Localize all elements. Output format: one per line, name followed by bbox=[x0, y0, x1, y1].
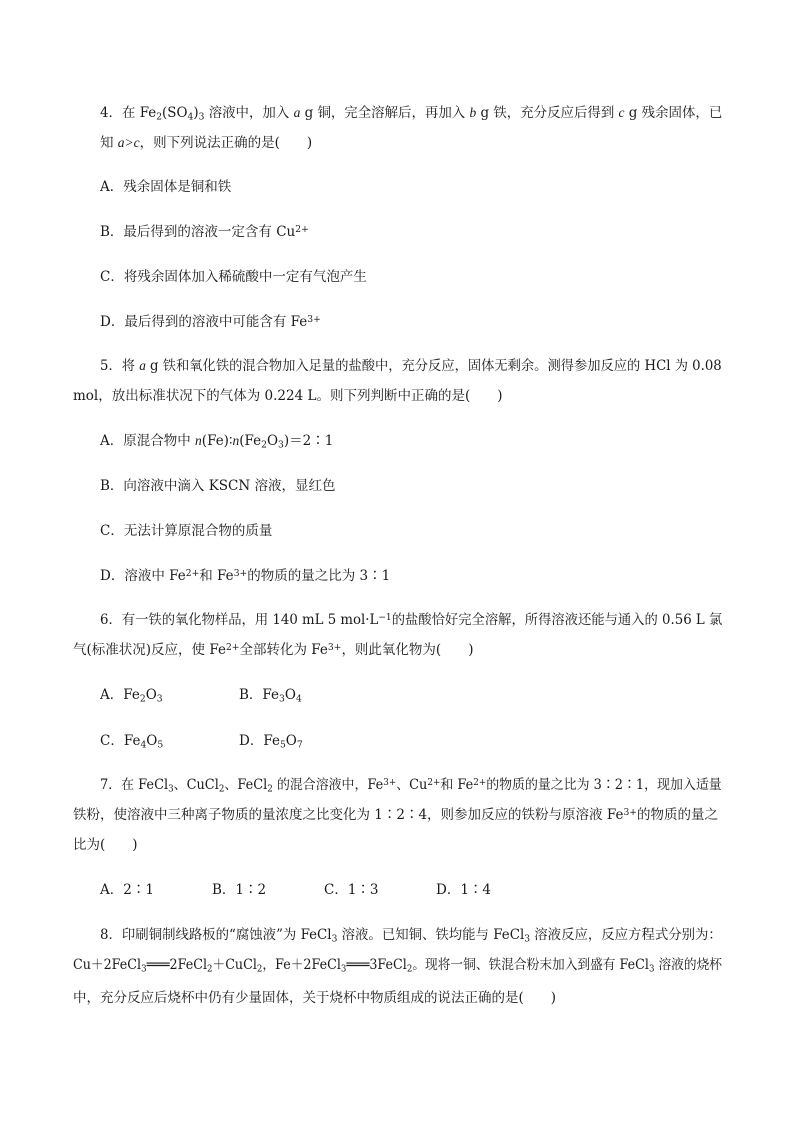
q4-option-d: D．最后得到的溶液中可能含有 $Fe^{3+}$ bbox=[100, 313, 321, 330]
q6-option-a: A．$Fe_2O_3$ bbox=[100, 687, 163, 705]
q7-option-d: D．1∶4 bbox=[436, 882, 492, 898]
q5-number: 5． bbox=[100, 358, 122, 374]
q7-stem-line-1: 7．在 FeCl$_3$、CuCl$_2$、FeCl$_2$ 的混合溶液中，$Fe^{3+}$、$Cu^{2+}$和 $Fe^{2+}$的物质的量之比为 3∶2∶1，现加入适量 bbox=[100, 776, 722, 795]
q4-stem-line-1: 4．在 $Fe_2(SO_4)_3$ 溶液中，加入 a g 铜，完全溶解后，再加入 b g 铁，充分反应后得到 c g 残余固体，已 bbox=[100, 105, 723, 123]
q5-option-b: B．向溶液中滴入 KSCN 溶液，显红色 bbox=[100, 478, 336, 494]
q4-option-c: C．将残余固体加入稀硫酸中一定有气泡产生 bbox=[100, 269, 367, 285]
q8-number: 8． bbox=[100, 927, 122, 943]
q6-stem-line-2: 气(标准状况)反应，使 $Fe^{2+}$全部转化为 $Fe^{3+}$，则此氧化物为( ) bbox=[73, 641, 474, 658]
q6-option-d: D．$Fe_5O_7$ bbox=[239, 733, 303, 751]
q5-option-a: A．原混合物中 $n(Fe)∶n(Fe_2O_3)=2∶1$ bbox=[100, 433, 334, 451]
q5-option-d: D．溶液中 $Fe^{2+}$和 $Fe^{3+}$的物质的量之比为 3∶1 bbox=[100, 567, 391, 584]
q5-stem-line-1: 5．将 a g 铁和氧化铁的混合物加入足量的盐酸中，充分反应，固体无剩余。测得参加反应的 HCl 为 0.08 bbox=[100, 358, 722, 374]
q6-option-b: B．$Fe_3O_4$ bbox=[239, 687, 302, 705]
q5-option-c: C．无法计算原混合物的质量 bbox=[100, 523, 273, 539]
q4-number: 4． bbox=[100, 105, 122, 121]
q6-option-c: C．$Fe_4O_5$ bbox=[100, 733, 164, 751]
q7-option-a: A．2∶1 bbox=[100, 882, 154, 898]
q7-stem-line-3: 比为( ) bbox=[73, 837, 138, 853]
q8-stem-line-1: 8．印刷铜制线路板的“腐蚀液”为 FeCl$_3$ 溶液。已知铜、铁均能与 FeCl$_3$ 溶液反应，反应方程式分别为： bbox=[100, 927, 722, 945]
q7-stem-line-2: 铁粉，使溶液中三种离子物质的量浓度之比变化为 1∶2∶4，则参加反应的铁粉与原溶液 $Fe^{3+}$的物质的量之 bbox=[73, 806, 718, 823]
q4-option-a: A．残余固体是铜和铁 bbox=[100, 179, 232, 195]
q5-stem-line-2: mol，放出标准状况下的气体为 0.224 L。则下列判断中正确的是( ) bbox=[73, 388, 503, 404]
q7-option-c: C．1∶3 bbox=[324, 882, 379, 898]
q6-stem-line-1: 6．有一铁的氧化物样品，用 140 mL 5 $mol\cdot L^{-1}$的盐酸恰好完全溶解，所得溶液还能与通入的 0.56 L 氯 bbox=[100, 611, 723, 628]
q4-stem-line-2: 知 a>c，则下列说法正确的是( ) bbox=[100, 135, 313, 151]
q7-option-b: B．1∶2 bbox=[212, 882, 267, 898]
q6-number: 6． bbox=[100, 612, 122, 628]
q8-stem-line-3: 中，充分反应后烧杯中仍有少量固体，关于烧杯中物质组成的说法正确的是( ) bbox=[73, 990, 557, 1006]
q7-number: 7． bbox=[100, 777, 122, 793]
q4-option-b: B．最后得到的溶液一定含有 $Cu^{2+}$ bbox=[100, 223, 309, 240]
q8-stem-line-2: Cu＋2FeCl$_3$═══2FeCl$_2$＋CuCl$_2$，Fe＋2FeCl$_3$═══3FeCl$_2$。现将一铜、铁混合粉末加入到盛有 FeCl$_3$ 溶液的烧杯 bbox=[73, 957, 722, 975]
